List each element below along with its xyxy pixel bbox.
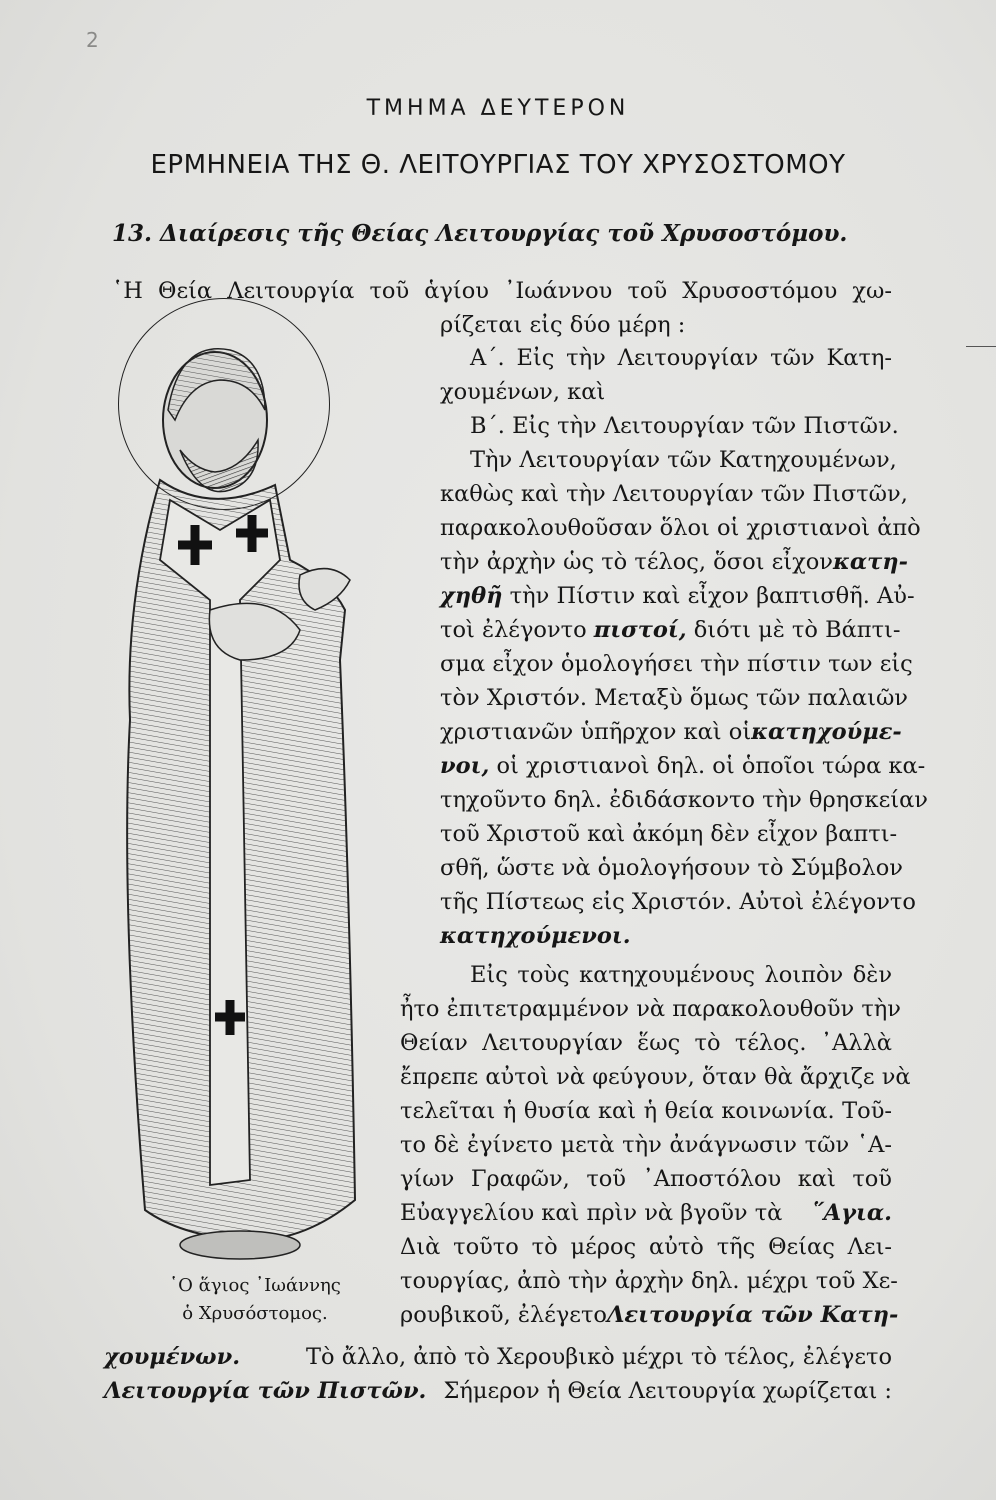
text-line [104,1376,892,1406]
text-line: γίων Γραφῶν, τοῦ ᾿Αποστόλου καὶ τοῦ [400,1166,892,1192]
emphasis-term: ῞Αγια. [812,1200,892,1226]
caption-line-2: ὁ Χρυσόστομος. [182,1303,328,1324]
text-line: τελεῖται ἡ θυσία καὶ ἡ θεία κοινωνία. Τοῦ- [400,1098,892,1124]
emphasis-term: Λειτουργία τῶν Κατη- [606,1302,899,1328]
text-line [440,547,908,577]
text-line: ρίζεται εἰς δύο μέρη : [440,312,686,338]
text-line [440,581,915,611]
text-line: παρακολουθοῦσαν ὅλοι οἱ χριστιανοὶ ἀπὸ [440,515,921,541]
emphasis-term: νοι, [440,753,490,779]
subsection-title: 13. Διαίρεσις τῆς Θείας Λειτουργίας τοῦ Χρυσοστόμου. [112,220,848,247]
chapter-title: ΕΡΜΗΝΕΙΑ ΤΗΣ Θ. ΛΕΙΤΟΥΡΓΙΑΣ ΤΟΥ ΧΡΥΣΟΣΤΟΜΟΥ [150,150,846,180]
emphasis-term: κατηχούμε- [751,719,902,745]
text-line: Τὴν Λειτουργίαν τῶν Κατηχουμένων, [470,447,897,473]
text-line [400,1300,899,1330]
text-fragment: Τὸ ἄλλο, ἀπὸ τὸ Χερουβικὸ μέχρι τὸ τέλος, ἐλέγετο [306,1344,892,1370]
text-fragment: Εὐαγγελίου καὶ πρὶν νὰ βγοῦν τὰ [400,1200,783,1226]
image-caption [120,1272,390,1328]
text-line: σθῆ, ὥστε νὰ ὁμολογήσουν τὸ Σύμβολον [440,855,903,881]
emphasis-term: χουμένων. [104,1344,241,1370]
text-line: τῆς Πίστεως εἰς Χριστόν. Αὐτοὶ ἐλέγοντο [440,889,916,915]
text-line: κατηχούμενοι. [440,923,631,949]
text-line [440,717,902,747]
text-line: τουργίας, ἀπὸ τὴν ἀρχὴν δηλ. μέχρι τοῦ Χε- [400,1268,898,1294]
caption-line-1: ῾Ο ἅγιος ᾿Ιωάννης [169,1275,341,1296]
text-line: Β΄. Εἰς τὴν Λειτουργίαν τῶν Πιστῶν. [470,413,899,439]
text-line: Θείαν Λειτουργίαν ἕως τὸ τέλος. ᾿Αλλὰ [400,1030,892,1056]
text-fragment: τοὶ ἐλέγοντο [440,617,594,643]
text-line: Εἰς τοὺς κατηχουμένους λοιπὸν δὲν [470,962,892,988]
text-line: καθὼς καὶ τὴν Λειτουργίαν τῶν Πιστῶν, [440,481,908,507]
text-line [440,751,926,781]
text-fragment: Σήμερον ἡ Θεία Λειτουργία χωρίζεται : [443,1378,892,1404]
emphasis-term: πιστοί, [593,617,687,643]
text-line: Διὰ τοῦτο τὸ μέρος αὐτὸ τῆς Θείας Λει- [400,1234,892,1260]
text-line: σμα εἶχον ὁμολογήσει τὴν πίστιν των εἰς [440,651,913,677]
text-line: ἔπρεπε αὐτοὶ νὰ φεύγουν, ὅταν θὰ ἄρχιζε νὰ [400,1064,911,1090]
saint-illustration [100,300,400,1280]
emphasis-term: Λειτουργία τῶν Πιστῶν. [104,1378,427,1404]
text-fragment: τὴν Πίστιν καὶ εἶχον βαπτισθῆ. Αὐ- [502,583,915,609]
text-line [104,1342,892,1372]
text-line: χουμένων, καὶ [440,379,606,405]
page-number: 2 [86,28,99,52]
emphasis-term: χηθῆ [440,583,503,609]
text-fragment: ρουβικοῦ, ἐλέγετο [400,1302,607,1328]
text-line: ἦτο ἐπιτετραμμένον νὰ παρακολουθοῦν τὴν [400,996,901,1022]
text-line: τηχοῦντο δηλ. ἐδιδάσκοντο τὴν θρησκείαν [440,787,928,813]
text-fragment: χριστιανῶν ὑπῆρχον καὶ οἱ [440,719,752,745]
text-fragment: τὴν ἀρχὴν ὡς τὸ τέλος, ὅσοι εἶχον [440,549,833,575]
text-line [440,615,901,645]
text-fragment: οἱ χριστιανοὶ δηλ. οἱ ὁποῖοι τώρα κα- [489,753,926,779]
text-fragment: διότι μὲ τὸ Βάπτι- [686,617,901,643]
text-line: τοῦ Χριστοῦ καὶ ἀκόμη δὲν εἶχον βαπτι- [440,821,898,847]
text-line: το δὲ ἐγίνετο μετὰ τὴν ἀνάγνωσιν τῶν ῾Α- [400,1132,892,1158]
emphasis-term: κατη- [832,549,908,575]
section-heading: ΤΜΗΜΑ ΔΕΥΤΕΡΟΝ [366,96,630,121]
text-line: Α΄. Εἰς τὴν Λειτουργίαν τῶν Κατη- [470,345,892,371]
text-line: τὸν Χριστόν. Μεταξὺ ὅμως τῶν παλαιῶν [440,685,908,711]
text-line: ῾Η Θεία Λειτουργία τοῦ ἁγίου ᾿Ιωάννου τοῦ Χρυσοστόμου χω- [112,278,892,304]
margin-mark [966,346,996,347]
text-line [400,1198,892,1228]
